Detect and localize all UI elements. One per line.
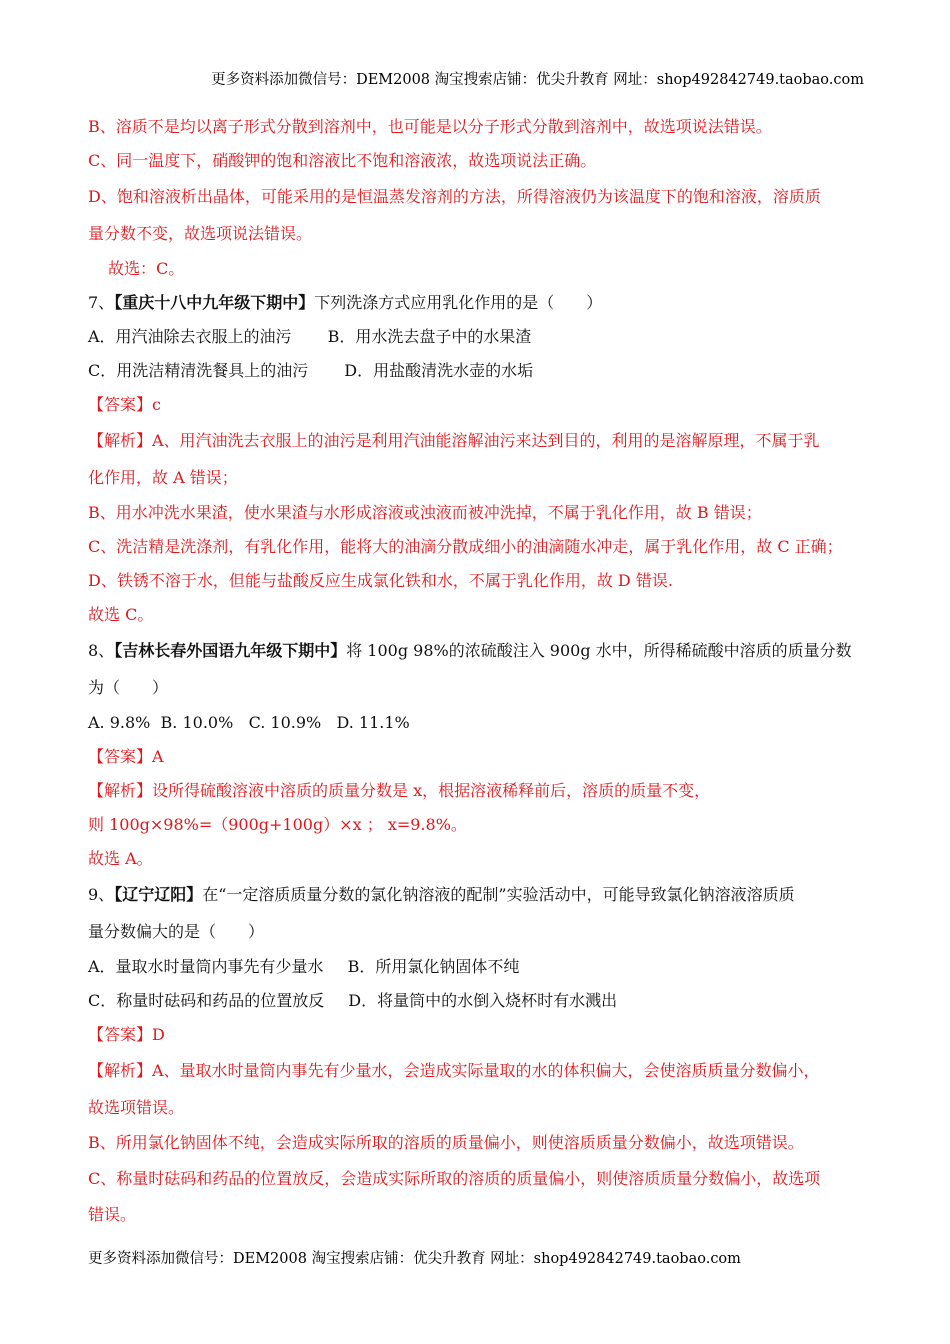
- q7-stem-text: 下列洗涤方式应用乳化作用的是（ ）: [314, 293, 603, 312]
- prev-explanation-b: B、溶质不是均以离子形式分散到溶剂中，也可能是以分子形式分散到溶剂中，故选项说法错误。: [88, 117, 772, 136]
- q9-option-c: C．称量时砝码和药品的位置放反: [88, 991, 325, 1010]
- q7-options-row1: [88, 320, 868, 354]
- q7-option-a: A．用汽油除去衣服上的油污: [88, 327, 292, 346]
- q8-source: 【吉林长春外国语九年级下期中】: [114, 641, 347, 660]
- q8-stem-text: 将 100g 98%的浓硫酸注入 900g 水中，所得稀硫酸中溶质的质量分数: [346, 641, 852, 660]
- q9-option-a: A．量取水时量筒内事先有少量水: [88, 957, 324, 976]
- q7-answer: 【答案】c: [88, 395, 161, 414]
- q7-option-d: D．用盐酸清洗水壶的水垢: [344, 361, 534, 380]
- q9-stem-cont: 量分数偏大的是（ ）: [88, 922, 265, 941]
- document-body: [88, 110, 868, 1232]
- q9-explanation-5: 错误。: [88, 1205, 137, 1224]
- q7-number: 7、: [88, 293, 115, 312]
- q7-option-c: C．用洗洁精清洗餐具上的油污: [88, 361, 309, 380]
- q9-options-row1: [88, 950, 868, 984]
- q7-option-b: B．用水洗去盘子中的水果渣: [327, 327, 532, 346]
- q9-number: 9、: [88, 885, 115, 904]
- q9-stem: [88, 876, 868, 914]
- prev-choice: 故选：C。: [108, 259, 185, 278]
- prev-explanation-c: C、同一温度下，硝酸钾的饱和溶液比不饱和溶液浓，故选项说法正确。: [88, 151, 597, 170]
- page-header: 更多资料添加微信号：DEM2008 淘宝搜索店铺：优尖升教育 网址：shop492842749.taobao.com: [211, 72, 864, 88]
- prev-explanation-d1: D、饱和溶液析出晶体，可能采用的是恒温蒸发溶剂的方法，所得溶液仍为该温度下的饱和溶液，溶质质: [88, 187, 821, 206]
- q9-explanation-3: B、所用氯化钠固体不纯，会造成实际所取的溶质的质量偏小，则使溶质质量分数偏小，故选项错误。: [88, 1133, 804, 1152]
- q8-stem-cont: 为（ ）: [88, 678, 169, 697]
- q7-explanation-4: C、洗洁精是洗涤剂，有乳化作用，能将大的油滴分散成细小的油滴随水冲走，属于乳化作用，故 C 正确；: [88, 537, 843, 556]
- q8-explanation-2: 则 100g×98%=（900g+100g）×x ； x=9.8%。: [88, 815, 467, 834]
- q8-choice: 故选 A。: [88, 849, 153, 868]
- q7-options-row2: [88, 354, 868, 388]
- q8-stem: [88, 632, 868, 670]
- q9-option-d: D．将量筒中的水倒入烧杯时有水溅出: [348, 991, 618, 1010]
- q7-explanation-1: 【解析】A、用汽油洗去衣服上的油污是利用汽油能溶解油污来达到目的，利用的是溶解原理，不属于乳: [88, 431, 820, 450]
- q7-choice: 故选 C。: [88, 605, 154, 624]
- q9-source: 【辽宁辽阳】: [114, 885, 203, 904]
- q9-option-b: B．所用氯化钠固体不纯: [347, 957, 520, 976]
- q7-explanation-2: 化作用，故 A 错误；: [88, 468, 238, 487]
- q9-options-row2: [88, 984, 868, 1018]
- q7-explanation-3: B、用水冲洗水果渣，使水果渣与水形成溶液或浊液而被冲洗掉，不属于乳化作用，故 B 错误；: [88, 503, 762, 522]
- q7-source: 【重庆十八中九年级下期中】: [114, 293, 315, 312]
- q9-explanation-2: 故选项错误。: [88, 1098, 185, 1117]
- prev-explanation-d2: 量分数不变，故选项说法错误。: [88, 224, 313, 243]
- q8-options: A. 9.8% B. 10.0% C. 10.9% D. 11.1%: [88, 713, 410, 732]
- q7-explanation-5: D、铁锈不溶于水，但能与盐酸反应生成氯化铁和水，不属于乳化作用，故 D 错误.: [88, 571, 673, 590]
- q9-answer: 【答案】D: [88, 1025, 165, 1044]
- q8-explanation-1: 【解析】设所得硫酸溶液中溶质的质量分数是 x，根据溶液稀释前后，溶质的质量不变，: [88, 781, 711, 800]
- q8-number: 8、: [88, 641, 115, 660]
- q9-explanation-1: 【解析】A、量取水时量筒内事先有少量水，会造成实际量取的水的体积偏大，会使溶质质量分数偏小，: [88, 1061, 820, 1080]
- page-footer: 更多资料添加微信号：DEM2008 淘宝搜索店铺：优尖升教育 网址：shop492842749.taobao.com: [88, 1251, 741, 1267]
- q9-stem-text: 在“一定溶质质量分数的氯化钠溶液的配制”实验活动中，可能导致氯化钠溶液溶质质: [202, 885, 795, 904]
- q7-stem: [88, 286, 868, 320]
- q9-explanation-4: C、称量时砝码和药品的位置放反，会造成实际所取的溶质的质量偏小，则使溶质质量分数偏小，故选项: [88, 1169, 821, 1188]
- q8-answer: 【答案】A: [88, 747, 164, 766]
